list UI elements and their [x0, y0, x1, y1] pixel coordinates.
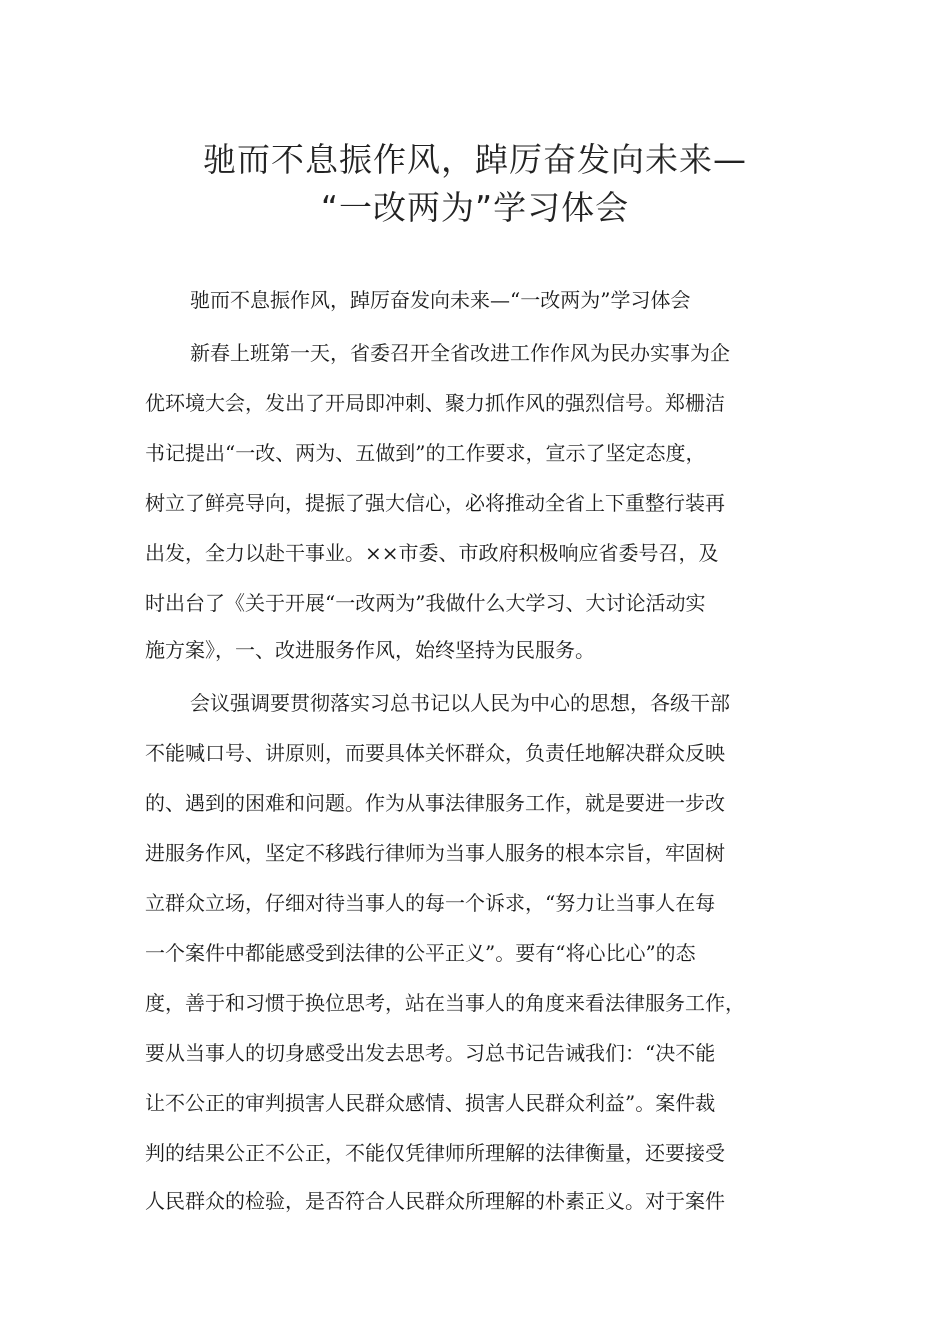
paragraph-line: 要从当事人的切身感受出发去思考。习总书记告诫我们：“决不能: [145, 1041, 716, 1065]
paragraph-line: 新春上班第一天，省委召开全省改进工作作风为民办实事为企: [190, 341, 730, 365]
paragraph-line: 度，善于和习惯于换位思考，站在当事人的角度来看法律服务工作，: [145, 991, 745, 1015]
paragraph-line: 书记提出“一改、两为、五做到”的工作要求，宣示了坚定态度，: [145, 441, 706, 465]
paragraph-line: 的、遇到的困难和问题。作为从事法律服务工作，就是要进一步改: [145, 791, 725, 815]
paragraph-line: 进服务作风，坚定不移践行律师为当事人服务的根本宗旨，牢固树: [145, 841, 725, 865]
paragraph-line: 时出台了《关于开展“一改两为”我做什么大学习、大讨论活动实: [145, 591, 706, 615]
document-title-line-2: “一改两为”学习体会: [320, 188, 630, 227]
paragraph-line: 施方案》，一、改进服务作风，始终坚持为民服务。: [145, 638, 595, 662]
paragraph-line: 立群众立场，仔细对待当事人的每一个诉求，“努力让当事人在每: [145, 891, 716, 915]
paragraph-line: 会议强调要贯彻落实习总书记以人民为中心的思想，各级干部: [190, 691, 730, 715]
subtitle-line: 驰而不息振作风，踔厉奋发向未来—“一改两为”学习体会: [190, 288, 691, 312]
paragraph-line: 不能喊口号、讲原则，而要具体关怀群众，负责任地解决群众反映: [145, 741, 725, 765]
paragraph-line: 人民群众的检验，是否符合人民群众所理解的朴素正义。对于案件: [145, 1189, 725, 1213]
paragraph-line: 优环境大会，发出了开局即冲刺、聚力抓作风的强烈信号。郑栅洁: [145, 391, 725, 415]
paragraph-line: 一个案件中都能感受到法律的公平正义”。要有“将心比心”的态: [145, 941, 696, 965]
paragraph-line: 树立了鲜亮导向，提振了强大信心，必将推动全省上下重整行装再: [145, 491, 725, 515]
paragraph-line: 判的结果公正不公正，不能仅凭律师所理解的法律衡量，还要接受: [145, 1141, 725, 1165]
paragraph-line: 让不公正的审判损害人民群众感情、损害人民群众利益”。案件裁: [145, 1091, 716, 1115]
paragraph-line: 出发，全力以赴干事业。××市委、市政府积极响应省委号召，及: [145, 541, 719, 565]
document-title-line-1: 驰而不息振作风，踔厉奋发向未来—: [203, 140, 747, 179]
